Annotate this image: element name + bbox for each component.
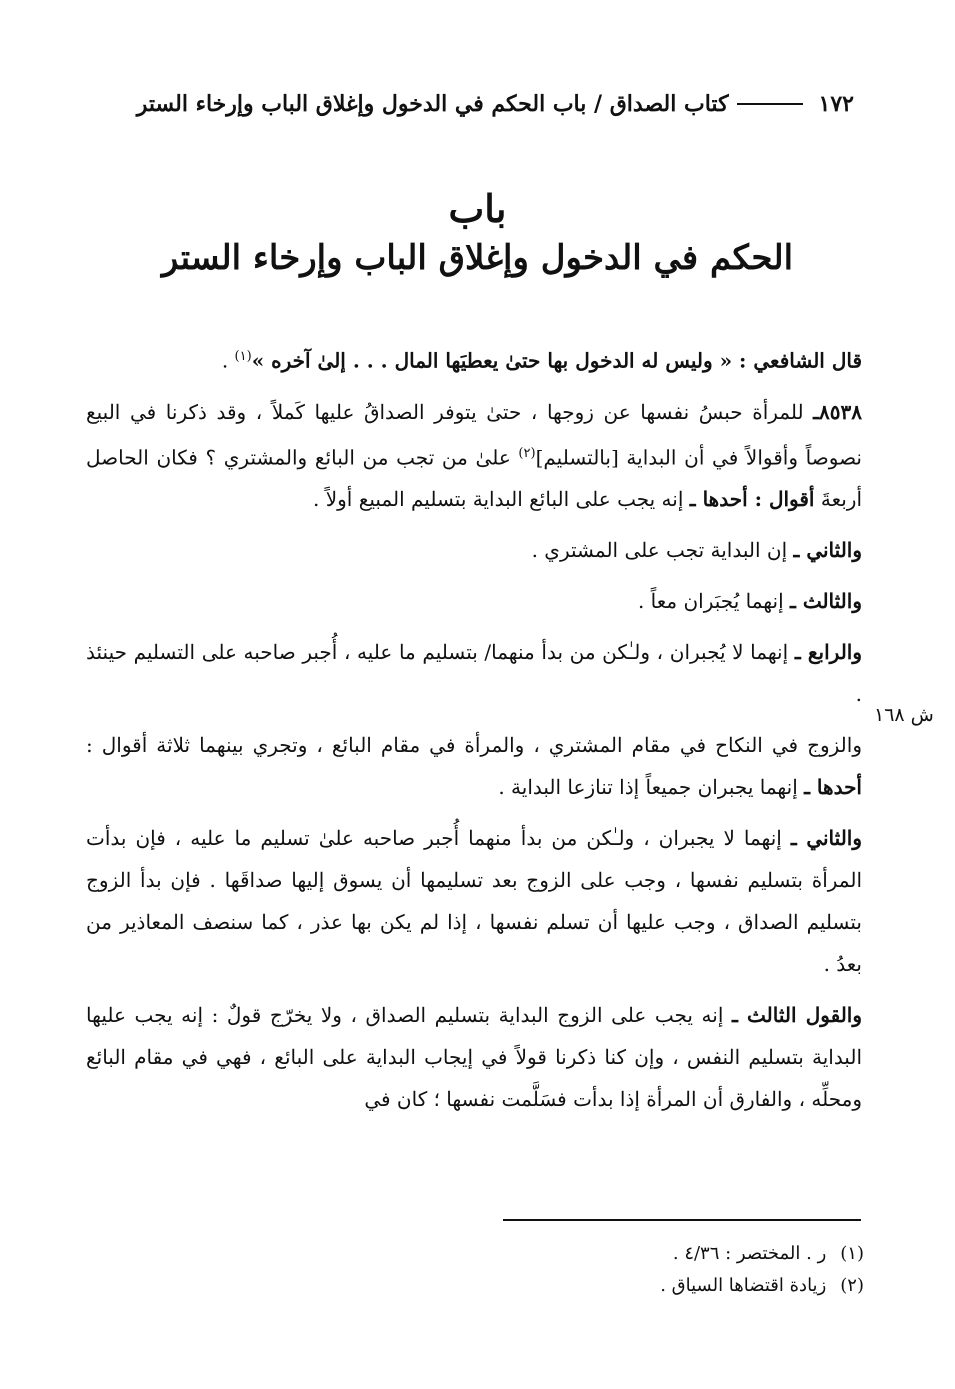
paragraph-text: إنه يجب على الزوج البداية بتسليم الصداق ، ولا يخرّج قولٌ : إنه يجب عليها البداية بتسليم النفس ، وإن كنا ذكرنا قولاً في إيجاب البداية على البائع ، فهي في مقام البائع ومحلِّه ، والفارق أن المرأة إذا بدأت فسَلَّمت نفسها ؛ كان في bbox=[86, 1003, 862, 1112]
paragraph-number: ٨٥٣٨ـ bbox=[813, 399, 862, 424]
paragraph-second bbox=[86, 529, 862, 571]
paragraph-8538 bbox=[86, 391, 862, 521]
footnote-text: ر . المختصر : ٤/٣٦ . bbox=[672, 1243, 827, 1264]
page-number: ١٧٢ bbox=[818, 91, 854, 117]
paragraph-text: إن البداية تجب على المشتري . bbox=[531, 538, 794, 563]
paragraph-text: علىٰ من تجب من البائع والمشتري ؟ فكان الحاصل أربعةَ bbox=[86, 445, 862, 512]
footnote-number: (٢) bbox=[840, 1275, 864, 1296]
footnote-item bbox=[300, 1270, 864, 1302]
paragraph-text: إنهما لا يجبران ، ولـٰكن من بدأ منهما أُجبر صاحبه علىٰ تسليم ما عليه ، فإن بدأت المرأة بتسليم نفسها ، وجب على الزوج بعد تسليمها أن يسوق إليها صداقَها . فإن بدأ الزوج بتسليم الصداق ، وجب عليها أن تسلم نفسها ، إذا لم يكن بها عذر ، كما سنصف المعاذير من بعدُ . bbox=[86, 826, 863, 977]
bold-label: والرابع ـ bbox=[794, 640, 863, 665]
paragraph-fourth bbox=[86, 631, 862, 715]
paragraph-marriage-third bbox=[86, 994, 862, 1120]
bold-label: والثالث ـ bbox=[790, 589, 862, 614]
bold-label: والثاني ـ bbox=[790, 826, 862, 851]
paragraph-marriage bbox=[86, 724, 862, 808]
running-head-title: كتاب الصداق / باب الحكم في الدخول وإغلاق الباب وإرخاء الستر bbox=[136, 91, 729, 117]
paragraph-text: إنه يجب على البائع البداية بتسليم المبيع أولاً . bbox=[313, 487, 690, 512]
paragraph-text: والزوج في النكاح في مقام المشتري ، والمرأة في مقام البائع ، وتجري بينهما ثلاثة أقوال : bbox=[86, 733, 862, 758]
paragraph-text: للمرأة حبسُ نفسها عن زوجها ، حتىٰ يتوفر الصداقُ عليها كَملاً ، وقد ذكرنا في البيع نصوصاً وأقوالاً في أن البداية [بالتسليم] bbox=[86, 399, 862, 470]
footnote-text: زيادة اقتضاها السياق . bbox=[660, 1275, 827, 1296]
footnote-ref-1[interactable]: (١) bbox=[234, 349, 252, 364]
footnote-ref-2[interactable]: (٢) bbox=[518, 445, 536, 461]
running-head bbox=[84, 84, 854, 124]
bold-label: والثاني ـ bbox=[793, 538, 862, 563]
bold-label: والقول الثالث ـ bbox=[731, 1003, 862, 1028]
bold-label: أقوال : أحدها ـ bbox=[689, 487, 815, 512]
paragraph-text: إنهما لا يُجبران ، ولـٰكن من بدأ منهما/ بتسليم ما عليه ، أُجبر صاحبه على التسليم حينئذ . bbox=[86, 640, 862, 707]
chapter-label: باب bbox=[448, 186, 507, 231]
paragraph-marriage-second bbox=[86, 817, 862, 985]
footnote-item bbox=[300, 1238, 864, 1270]
paragraph-text: إنهما يجبران جميعاً إذا تنازعا البداية . bbox=[498, 775, 805, 800]
body-text bbox=[86, 336, 862, 1129]
paragraph-shafii-quote bbox=[86, 336, 862, 382]
manuscript-folio-note: ش ١٦٨ bbox=[874, 704, 934, 726]
paragraph-third bbox=[86, 580, 862, 622]
quote-tail: . bbox=[221, 348, 235, 373]
quote-text: قال الشافعي : « وليس له الدخول بها حتىٰ يعطيَها المال . . . إلىٰ آخره » bbox=[251, 348, 862, 373]
chapter-title: الحكم في الدخول وإغلاق الباب وإرخاء الستر bbox=[161, 238, 794, 278]
header-rule bbox=[737, 103, 803, 105]
bold-label: أحدها ـ bbox=[804, 775, 862, 800]
paragraph-text: إنهما يُجبَران معاً . bbox=[637, 589, 790, 614]
footnote-separator bbox=[503, 1219, 861, 1221]
footnotes bbox=[300, 1238, 864, 1302]
footnote-number: (١) bbox=[840, 1243, 864, 1264]
